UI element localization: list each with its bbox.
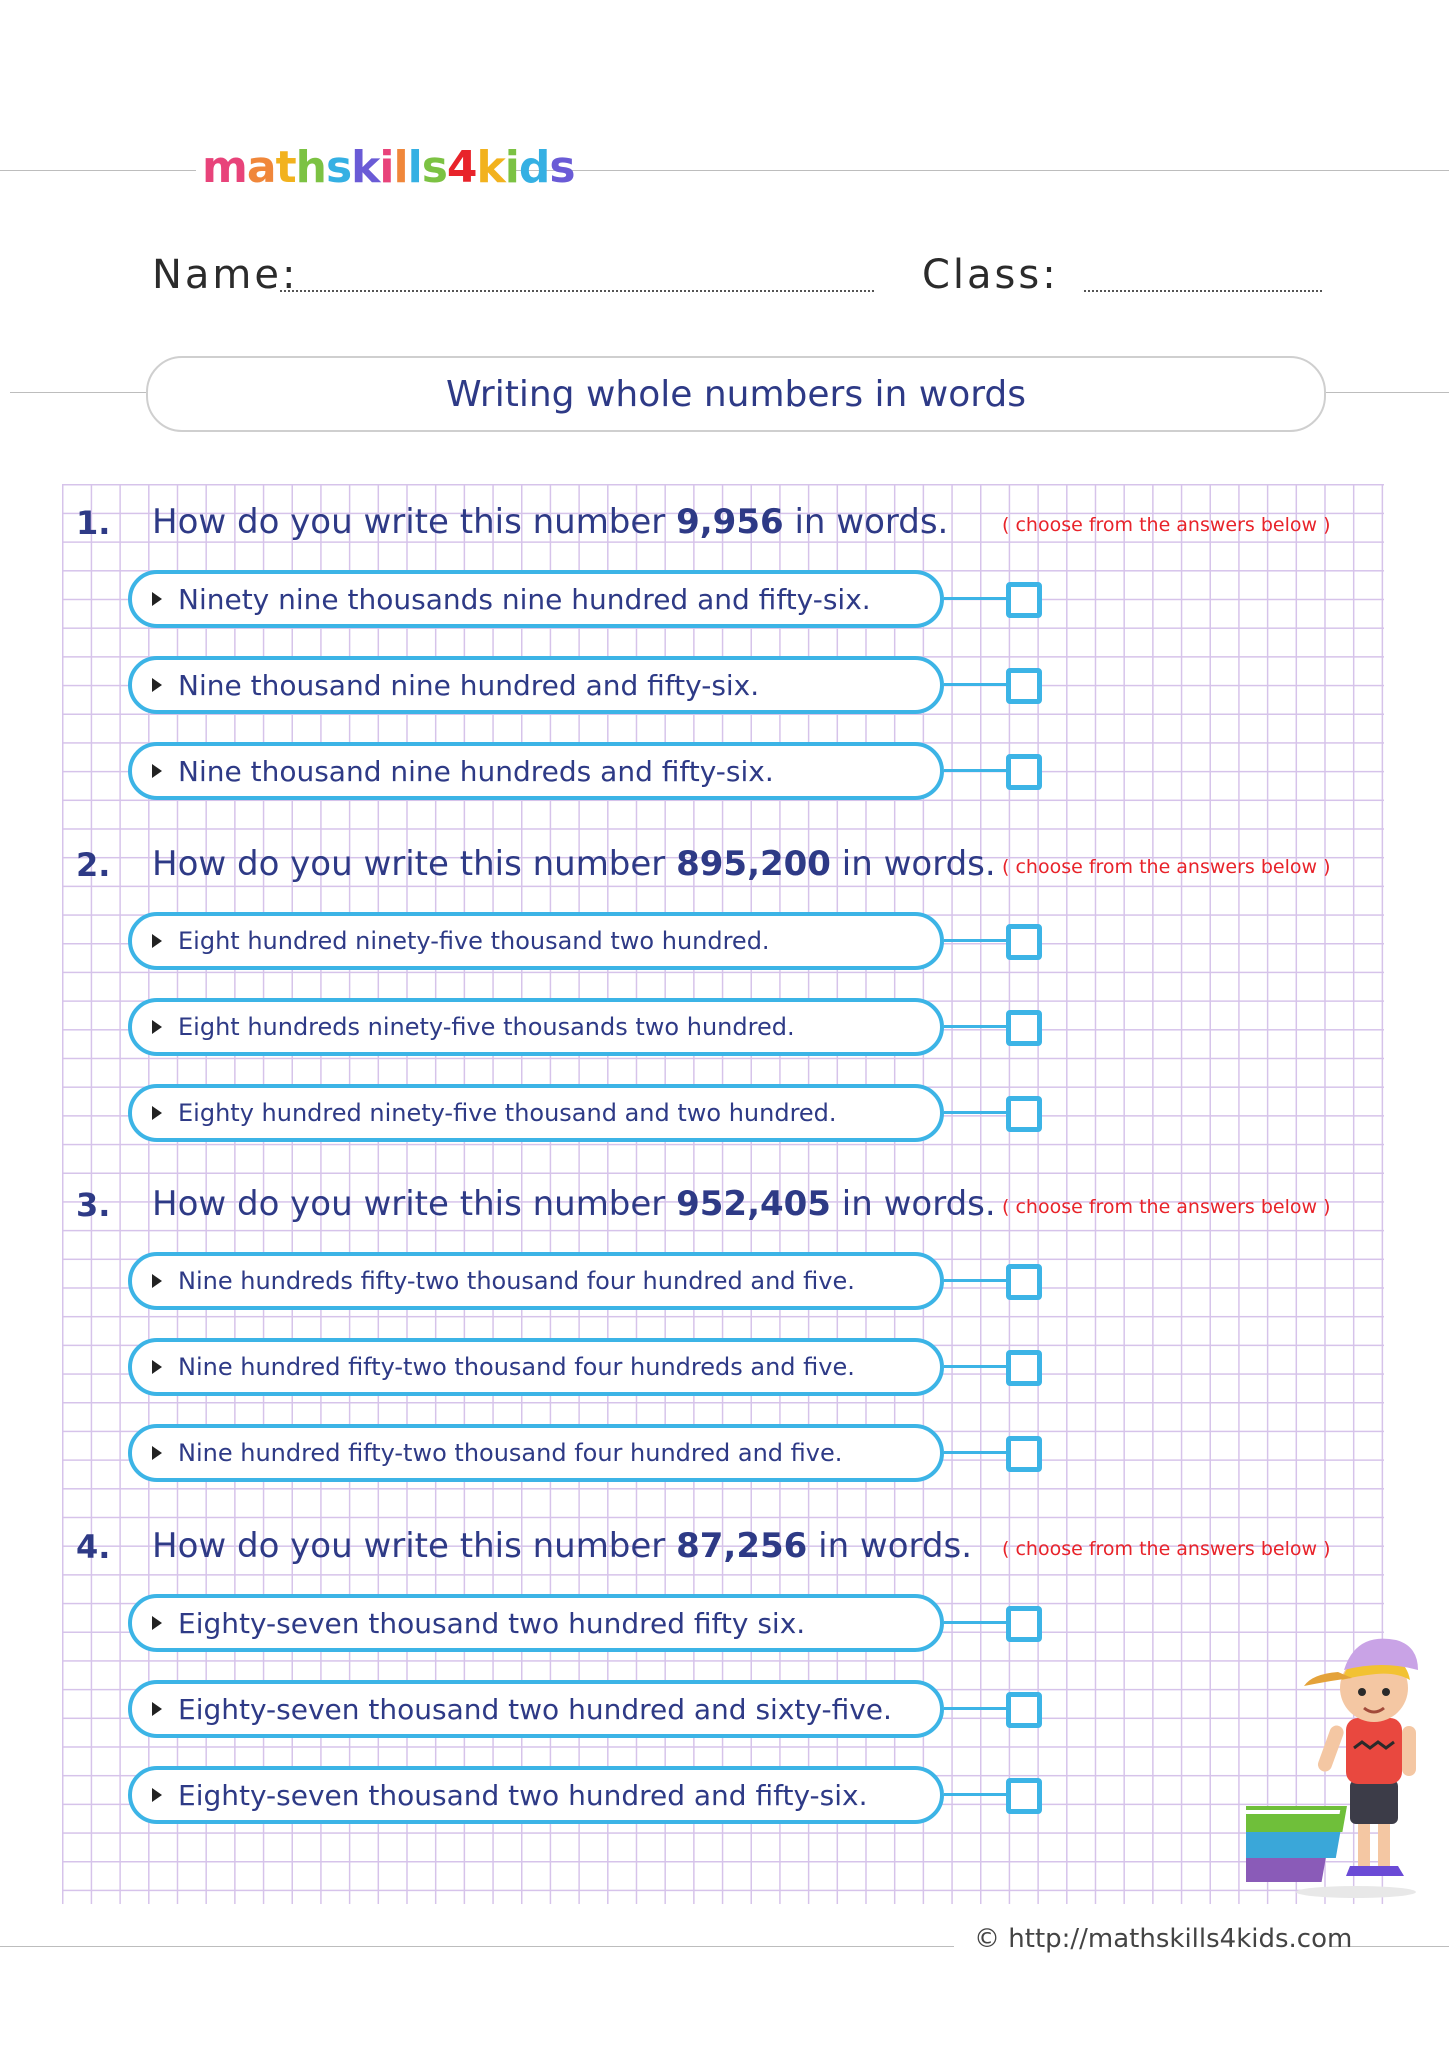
play-triangle-icon xyxy=(152,592,162,606)
logo-letter: k xyxy=(476,142,505,193)
answer-option-label: Nine thousand nine hundred and fifty-six. xyxy=(178,668,760,702)
title-banner xyxy=(146,356,1326,432)
answer-option[interactable] xyxy=(128,912,944,970)
option-connector xyxy=(944,1451,1006,1454)
question-prefix: How do you write this number xyxy=(152,1184,666,1224)
play-triangle-icon xyxy=(152,1274,162,1288)
logo-letter: a xyxy=(246,142,276,193)
answer-option[interactable] xyxy=(128,998,944,1056)
play-triangle-icon xyxy=(152,1702,162,1716)
answer-option-label: Nine thousand nine hundreds and fifty-six. xyxy=(178,754,774,788)
question-value: 9,956 xyxy=(676,502,784,542)
logo-letter: m xyxy=(202,142,247,193)
answer-option[interactable] xyxy=(128,1424,944,1482)
footer-rule-left xyxy=(0,1946,954,1947)
checkbox-icon[interactable] xyxy=(1006,668,1042,704)
play-triangle-icon xyxy=(152,1020,162,1034)
logo-letter: s xyxy=(549,142,575,193)
title-rule-left xyxy=(10,392,146,393)
page-title: Writing whole numbers in words xyxy=(445,373,1027,415)
question-number: 2. xyxy=(76,846,111,884)
header-rule-left xyxy=(0,170,196,171)
question-text xyxy=(152,1526,972,1566)
logo-letter: 4 xyxy=(446,142,477,193)
checkbox-icon[interactable] xyxy=(1006,1778,1042,1814)
question-text xyxy=(152,844,996,884)
checkbox-icon[interactable] xyxy=(1006,1010,1042,1046)
checkbox-icon[interactable] xyxy=(1006,754,1042,790)
logo-letter: d xyxy=(518,142,550,193)
logo-letter: k xyxy=(351,142,380,193)
question-number: 4. xyxy=(76,1528,111,1566)
class-label: Class: xyxy=(922,252,1059,298)
answer-option-label: Ninety nine thousands nine hundred and fifty-six. xyxy=(178,582,871,616)
logo-letter: s xyxy=(421,142,447,193)
answer-option-label: Nine hundred fifty-two thousand four hundred and five. xyxy=(178,1439,843,1467)
logo-letter: h xyxy=(295,142,326,193)
name-field[interactable] xyxy=(280,290,874,292)
question-value: 895,200 xyxy=(676,844,831,884)
checkbox-icon[interactable] xyxy=(1006,582,1042,618)
answer-option[interactable] xyxy=(128,1338,944,1396)
option-connector xyxy=(944,1111,1006,1114)
hint-text: ( choose from the answers below ) xyxy=(1002,514,1331,536)
option-connector xyxy=(944,769,1006,772)
logo-letter: t xyxy=(275,142,296,193)
play-triangle-icon xyxy=(152,1616,162,1630)
logo-letter: l xyxy=(393,142,408,193)
logo-letter: s xyxy=(325,142,352,193)
footer-url: © http://mathskills4kids.com xyxy=(974,1924,1353,1954)
option-connector xyxy=(944,1793,1006,1796)
answer-option-label: Eighty-seven thousand two hundred and fifty-six. xyxy=(178,1778,868,1812)
kid-with-books-icon xyxy=(1246,1630,1430,1900)
answer-option-label: Eight hundreds ninety-five thousands two hundred. xyxy=(178,1013,795,1041)
checkbox-icon[interactable] xyxy=(1006,1436,1042,1472)
question-suffix: in words. xyxy=(794,502,949,542)
answer-option-label: Nine hundreds fifty-two thousand four hundred and five. xyxy=(178,1267,855,1295)
logo-letter: l xyxy=(407,142,422,193)
question-number: 3. xyxy=(76,1186,111,1224)
checkbox-icon[interactable] xyxy=(1006,1606,1042,1642)
answer-option[interactable] xyxy=(128,570,944,628)
option-connector xyxy=(944,1621,1006,1624)
play-triangle-icon xyxy=(152,934,162,948)
answer-option[interactable] xyxy=(128,1594,944,1652)
logo-letter: i xyxy=(504,142,519,193)
answer-option-label: Eight hundred ninety-five thousand two hundred. xyxy=(178,927,770,955)
option-connector xyxy=(944,1025,1006,1028)
option-connector xyxy=(944,1365,1006,1368)
answer-option-label: Eighty-seven thousand two hundred fifty six. xyxy=(178,1606,806,1640)
question-prefix: How do you write this number xyxy=(152,502,666,542)
checkbox-icon[interactable] xyxy=(1006,1264,1042,1300)
question-prefix: How do you write this number xyxy=(152,1526,666,1566)
question-suffix: in words. xyxy=(818,1526,973,1566)
option-connector xyxy=(944,597,1006,600)
play-triangle-icon xyxy=(152,1106,162,1120)
checkbox-icon[interactable] xyxy=(1006,1096,1042,1132)
answer-option[interactable] xyxy=(128,1252,944,1310)
play-triangle-icon xyxy=(152,678,162,692)
answer-option[interactable] xyxy=(128,1084,944,1142)
answer-option[interactable] xyxy=(128,742,944,800)
answer-option[interactable] xyxy=(128,1766,944,1824)
checkbox-icon[interactable] xyxy=(1006,924,1042,960)
question-text xyxy=(152,1184,996,1224)
answer-option[interactable] xyxy=(128,656,944,714)
hint-text: ( choose from the answers below ) xyxy=(1002,1196,1331,1218)
name-label: Name: xyxy=(152,252,299,298)
question-suffix: in words. xyxy=(841,844,996,884)
title-rule-right xyxy=(1324,392,1449,393)
header-rule-right xyxy=(510,170,1449,171)
checkbox-icon[interactable] xyxy=(1006,1692,1042,1728)
play-triangle-icon xyxy=(152,764,162,778)
question-suffix: in words. xyxy=(841,1184,996,1224)
checkbox-icon[interactable] xyxy=(1006,1350,1042,1386)
class-field[interactable] xyxy=(1084,290,1322,292)
logo-letter: i xyxy=(379,142,394,193)
option-connector xyxy=(944,683,1006,686)
option-connector xyxy=(944,939,1006,942)
answer-option-label: Nine hundred fifty-two thousand four hundreds and five. xyxy=(178,1353,855,1381)
question-number: 1. xyxy=(76,504,111,542)
question-text xyxy=(152,502,948,542)
hint-text: ( choose from the answers below ) xyxy=(1002,1538,1331,1560)
hint-text: ( choose from the answers below ) xyxy=(1002,856,1331,878)
option-connector xyxy=(944,1707,1006,1710)
play-triangle-icon xyxy=(152,1788,162,1802)
question-value: 87,256 xyxy=(676,1526,808,1566)
play-triangle-icon xyxy=(152,1446,162,1460)
option-connector xyxy=(944,1279,1006,1282)
logo xyxy=(202,142,575,193)
answer-option[interactable] xyxy=(128,1680,944,1738)
play-triangle-icon xyxy=(152,1360,162,1374)
answer-option-label: Eighty hundred ninety-five thousand and two hundred. xyxy=(178,1099,837,1127)
answer-option-label: Eighty-seven thousand two hundred and sixty-five. xyxy=(178,1692,892,1726)
question-prefix: How do you write this number xyxy=(152,844,666,884)
question-value: 952,405 xyxy=(676,1184,831,1224)
